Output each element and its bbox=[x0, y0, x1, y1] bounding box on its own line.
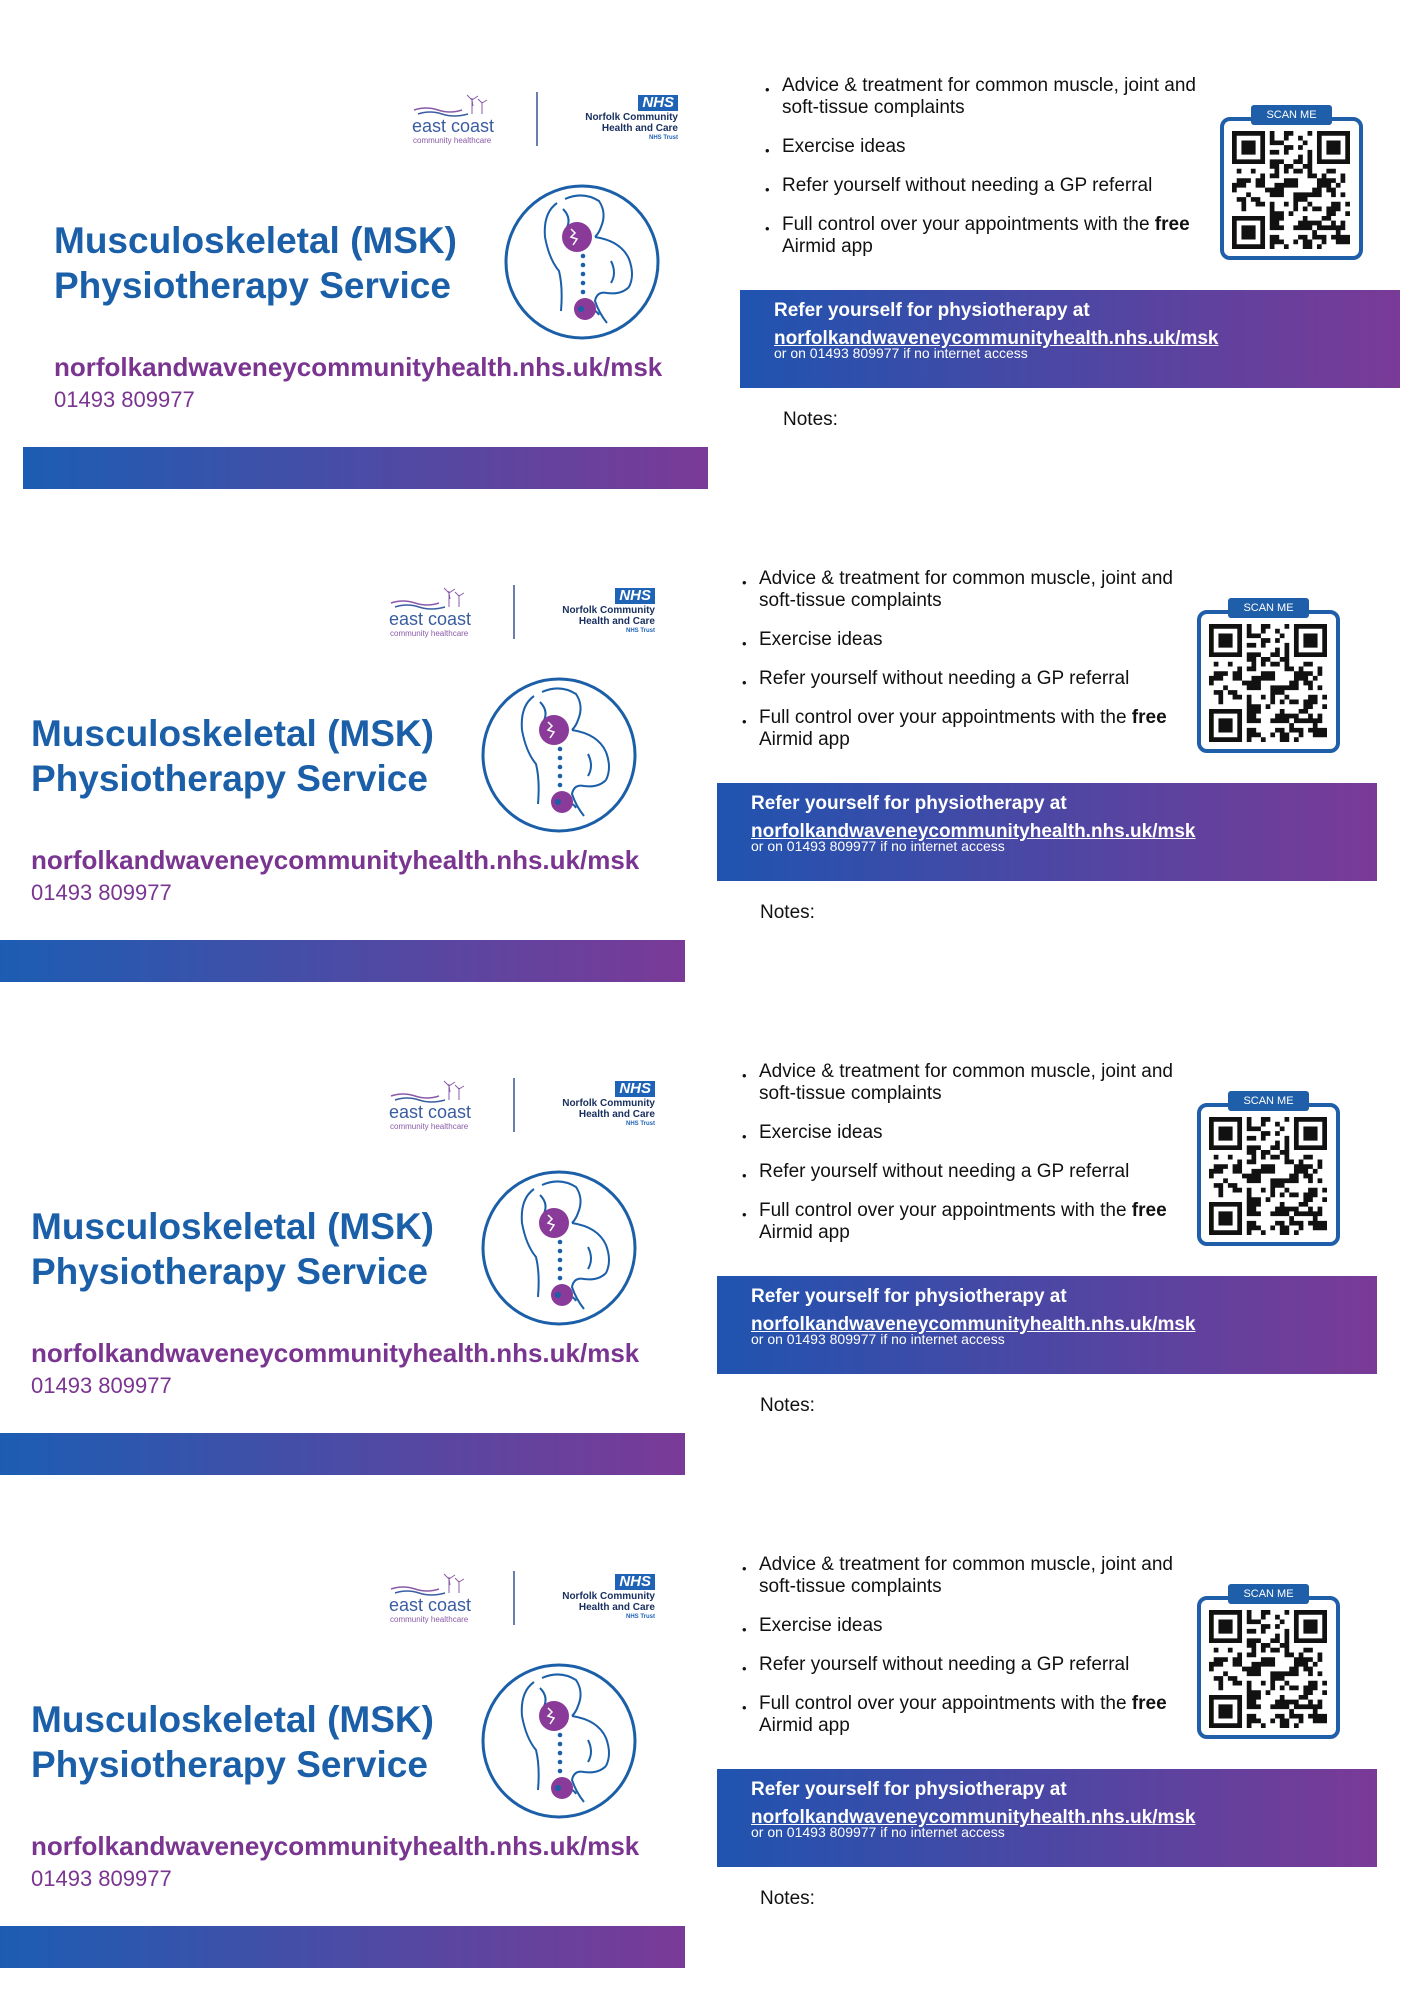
bullet-4-suffix: Airmid app bbox=[759, 729, 850, 750]
website-url[interactable]: norfolkandwaveneycommunityhealth.nhs.uk/msk bbox=[31, 1338, 640, 1368]
qr-code[interactable] bbox=[1197, 1095, 1340, 1246]
gradient-bar bbox=[0, 940, 685, 982]
bullet-4-bold: free bbox=[1131, 1693, 1167, 1714]
nhs-badge: NHS bbox=[615, 1574, 655, 1590]
east-coast-name: east coast bbox=[389, 609, 472, 629]
bullet-4-prefix: Full control over your appointments with the bbox=[782, 214, 1155, 235]
gradient-bar bbox=[0, 1926, 685, 1968]
service-title bbox=[54, 218, 457, 308]
list-item bbox=[763, 214, 1203, 258]
qr-code-icon bbox=[1209, 1117, 1327, 1235]
wind-turbine-icon bbox=[389, 1080, 469, 1104]
list-item: • Advice & treatment for common muscle, joint and soft-tissue complaints bbox=[763, 75, 1203, 119]
refer-link[interactable]: norfolkandwaveneycommunityhealth.nhs.uk/msk bbox=[751, 821, 1196, 842]
qr-code-icon bbox=[1209, 1610, 1327, 1728]
list-item: • Advice & treatment for common muscle, joint and soft-tissue complaints bbox=[740, 568, 1180, 612]
back-pain-icon bbox=[480, 1662, 638, 1820]
title-line-1: Musculoskeletal (MSK) bbox=[31, 1699, 434, 1740]
org-name-line1: Norfolk Community bbox=[562, 1591, 655, 1602]
list-item: • Exercise ideas bbox=[740, 1615, 1180, 1637]
refer-banner bbox=[740, 290, 1400, 388]
msk-card bbox=[0, 1479, 1414, 1969]
logo-divider bbox=[513, 1078, 515, 1132]
refer-phone-note: or on 01493 809977 if no internet access bbox=[751, 838, 1005, 854]
logo-divider bbox=[513, 1571, 515, 1625]
title-line-1: Musculoskeletal (MSK) bbox=[31, 713, 434, 754]
bullet-4-bold: free bbox=[1131, 707, 1167, 728]
refer-banner bbox=[717, 1769, 1377, 1867]
list-item bbox=[740, 707, 1180, 751]
refer-banner bbox=[717, 783, 1377, 881]
org-name-line2: Health and Care bbox=[578, 1109, 655, 1120]
list-item: • Exercise ideas bbox=[740, 1122, 1180, 1144]
qr-code-icon bbox=[1232, 131, 1350, 249]
title-line-1: Musculoskeletal (MSK) bbox=[54, 220, 457, 261]
scan-me-label: SCAN ME bbox=[1228, 1584, 1309, 1604]
logo-row bbox=[389, 1080, 657, 1140]
list-item: • Refer yourself without needing a GP referral bbox=[740, 1161, 1180, 1183]
website-url[interactable]: norfolkandwaveneycommunityhealth.nhs.uk/msk bbox=[31, 845, 640, 875]
org-name-line3: NHS Trust bbox=[625, 1614, 655, 1620]
nhs-badge: NHS bbox=[615, 588, 655, 604]
benefit-list bbox=[740, 1554, 1180, 1754]
notes-label: Notes: bbox=[760, 1888, 815, 1909]
list-item: • Refer yourself without needing a GP referral bbox=[740, 668, 1180, 690]
nhs-logo bbox=[529, 587, 655, 645]
benefit-list bbox=[763, 75, 1203, 275]
qr-code[interactable] bbox=[1197, 1588, 1340, 1739]
east-coast-logo bbox=[389, 1080, 505, 1138]
scan-me-label: SCAN ME bbox=[1228, 598, 1309, 618]
east-coast-logo bbox=[389, 587, 505, 645]
scan-me-label: SCAN ME bbox=[1251, 105, 1332, 125]
gradient-bar bbox=[0, 1433, 685, 1475]
title-line-2: Physiotherapy Service bbox=[31, 758, 428, 799]
bullet-4-suffix: Airmid app bbox=[782, 236, 873, 257]
back-pain-icon bbox=[503, 183, 661, 341]
qr-code[interactable] bbox=[1197, 602, 1340, 753]
org-name-line2: Health and Care bbox=[578, 1602, 655, 1613]
refer-phone-note: or on 01493 809977 if no internet access bbox=[774, 345, 1028, 361]
notes-label: Notes: bbox=[760, 1395, 815, 1416]
website-url[interactable]: norfolkandwaveneycommunityhealth.nhs.uk/msk bbox=[31, 1831, 640, 1861]
refer-banner bbox=[717, 1276, 1377, 1374]
phone-number[interactable]: 01493 809977 bbox=[31, 1866, 172, 1891]
bullet-4-suffix: Airmid app bbox=[759, 1222, 850, 1243]
notes-label: Notes: bbox=[783, 409, 838, 430]
refer-heading: Refer yourself for physiotherapy at bbox=[751, 1779, 1067, 1800]
east-coast-subtitle: community healthcare bbox=[413, 136, 492, 145]
refer-phone-note: or on 01493 809977 if no internet access bbox=[751, 1331, 1005, 1347]
org-name-line1: Norfolk Community bbox=[562, 1098, 655, 1109]
list-item: • Refer yourself without needing a GP referral bbox=[763, 175, 1203, 197]
refer-heading: Refer yourself for physiotherapy at bbox=[751, 1286, 1067, 1307]
bullet-4-prefix: Full control over your appointments with the bbox=[759, 707, 1132, 728]
list-item: • Refer yourself without needing a GP referral bbox=[740, 1654, 1180, 1676]
msk-card bbox=[0, 986, 1414, 1476]
wind-turbine-icon bbox=[389, 1573, 469, 1597]
list-item: • Exercise ideas bbox=[763, 136, 1203, 158]
title-line-2: Physiotherapy Service bbox=[31, 1251, 428, 1292]
wind-turbine-icon bbox=[389, 587, 469, 611]
org-name-line1: Norfolk Community bbox=[585, 112, 678, 123]
org-name-line2: Health and Care bbox=[601, 123, 678, 134]
logo-divider bbox=[513, 585, 515, 639]
phone-number[interactable]: 01493 809977 bbox=[54, 387, 195, 412]
refer-phone-note: or on 01493 809977 if no internet access bbox=[751, 1824, 1005, 1840]
benefit-list bbox=[740, 1061, 1180, 1261]
notes-label: Notes: bbox=[760, 902, 815, 923]
benefit-list bbox=[740, 568, 1180, 768]
bullet-4-suffix: Airmid app bbox=[759, 1715, 850, 1736]
refer-link[interactable]: norfolkandwaveneycommunityhealth.nhs.uk/msk bbox=[774, 328, 1219, 349]
nhs-badge: NHS bbox=[615, 1081, 655, 1097]
refer-link[interactable]: norfolkandwaveneycommunityhealth.nhs.uk/msk bbox=[751, 1314, 1196, 1335]
east-coast-subtitle: community healthcare bbox=[390, 629, 469, 638]
logo-row bbox=[389, 587, 657, 647]
bullet-4-prefix: Full control over your appointments with the bbox=[759, 1200, 1132, 1221]
website-url[interactable]: norfolkandwaveneycommunityhealth.nhs.uk/msk bbox=[54, 352, 663, 382]
refer-link[interactable]: norfolkandwaveneycommunityhealth.nhs.uk/msk bbox=[751, 1807, 1196, 1828]
logo-row bbox=[389, 1573, 657, 1633]
back-pain-icon bbox=[480, 676, 638, 834]
refer-heading: Refer yourself for physiotherapy at bbox=[774, 300, 1090, 321]
wind-turbine-icon bbox=[412, 94, 492, 118]
east-coast-logo bbox=[389, 1573, 505, 1631]
list-item bbox=[740, 1200, 1180, 1244]
logo-row bbox=[412, 94, 680, 154]
nhs-logo bbox=[529, 1573, 655, 1631]
title-line-2: Physiotherapy Service bbox=[54, 265, 451, 306]
qr-code-icon bbox=[1209, 624, 1327, 742]
east-coast-subtitle: community healthcare bbox=[390, 1122, 469, 1131]
phone-number[interactable]: 01493 809977 bbox=[31, 880, 172, 905]
east-coast-logo bbox=[412, 94, 528, 152]
east-coast-subtitle: community healthcare bbox=[390, 1615, 469, 1624]
east-coast-name: east coast bbox=[389, 1102, 472, 1122]
bullet-4-prefix: Full control over your appointments with the bbox=[759, 1693, 1132, 1714]
east-coast-name: east coast bbox=[412, 116, 495, 136]
list-item: • Exercise ideas bbox=[740, 629, 1180, 651]
east-coast-name: east coast bbox=[389, 1595, 472, 1615]
logo-divider bbox=[536, 92, 538, 146]
bullet-4-bold: free bbox=[1131, 1200, 1167, 1221]
org-name-line3: NHS Trust bbox=[625, 628, 655, 634]
org-name-line3: NHS Trust bbox=[625, 1121, 655, 1127]
msk-card bbox=[0, 493, 1414, 983]
qr-code[interactable] bbox=[1220, 109, 1363, 260]
title-line-2: Physiotherapy Service bbox=[31, 1744, 428, 1785]
title-line-1: Musculoskeletal (MSK) bbox=[31, 1206, 434, 1247]
phone-number[interactable]: 01493 809977 bbox=[31, 1373, 172, 1398]
list-item: • Advice & treatment for common muscle, joint and soft-tissue complaints bbox=[740, 1061, 1180, 1105]
back-pain-icon bbox=[480, 1169, 638, 1327]
bullet-4-bold: free bbox=[1154, 214, 1190, 235]
service-title bbox=[31, 1697, 434, 1787]
org-name-line3: NHS Trust bbox=[648, 135, 678, 141]
nhs-badge: NHS bbox=[638, 95, 678, 111]
refer-heading: Refer yourself for physiotherapy at bbox=[751, 793, 1067, 814]
msk-card bbox=[0, 0, 1414, 490]
scan-me-label: SCAN ME bbox=[1228, 1091, 1309, 1111]
service-title bbox=[31, 1204, 434, 1294]
org-name-line2: Health and Care bbox=[578, 616, 655, 627]
nhs-logo bbox=[529, 1080, 655, 1138]
service-title bbox=[31, 711, 434, 801]
org-name-line1: Norfolk Community bbox=[562, 605, 655, 616]
gradient-bar bbox=[23, 447, 708, 489]
list-item bbox=[740, 1693, 1180, 1737]
list-item: • Advice & treatment for common muscle, joint and soft-tissue complaints bbox=[740, 1554, 1180, 1598]
nhs-logo bbox=[552, 94, 678, 152]
